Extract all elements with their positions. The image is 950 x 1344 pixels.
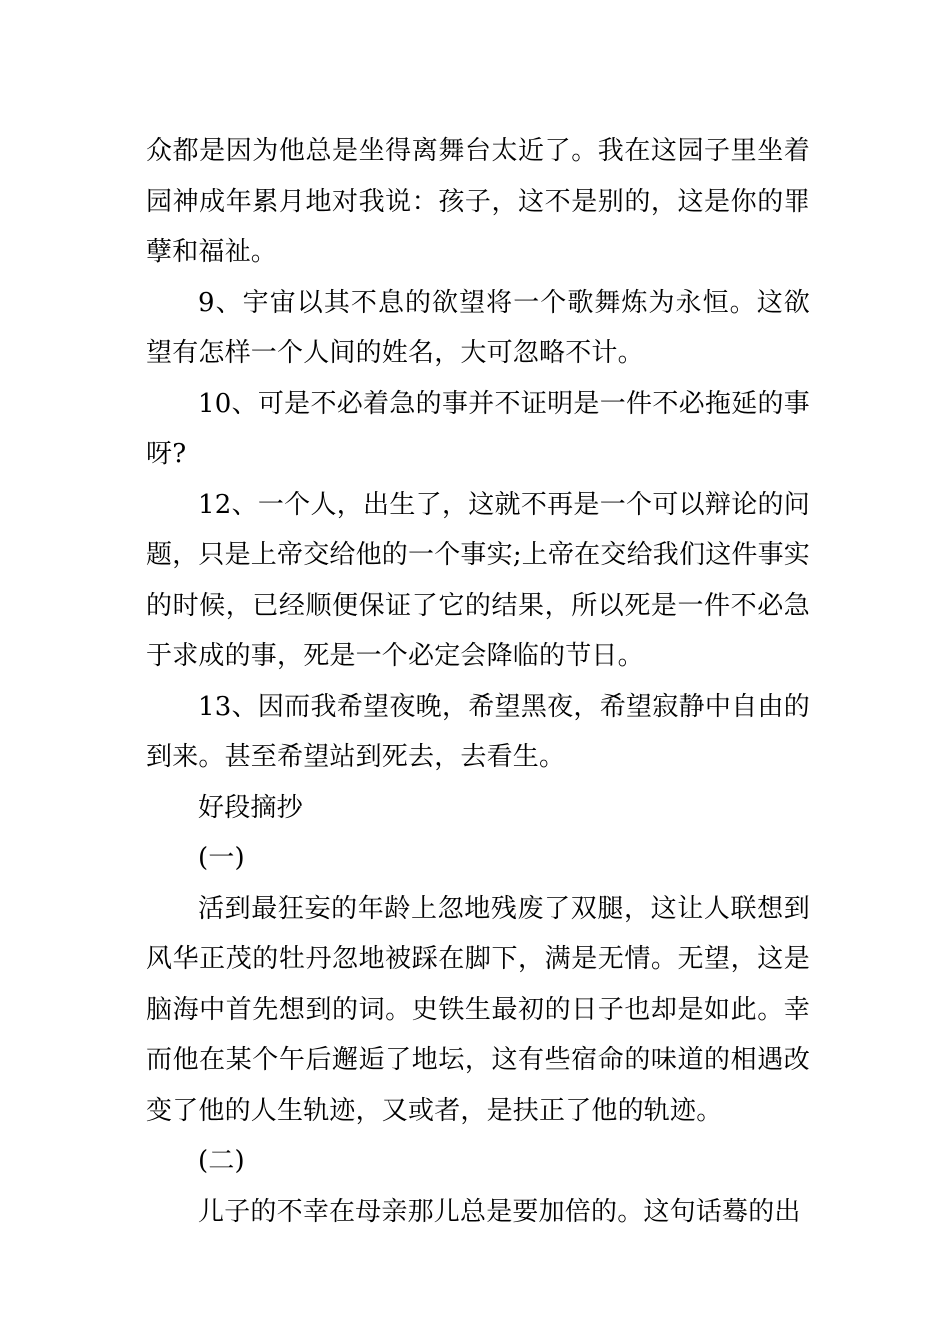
- paragraph-quote-9: 9、宇宙以其不息的欲望将一个歌舞炼为永恒。这欲望有怎样一个人间的姓名，大可忽略不计。: [146, 287, 810, 368]
- paragraph-quote-12: 12、一个人，出生了，这就不再是一个可以辩论的问题，只是上帝交给他的一个事实;上帝在交给我们这件事实的时候，已经顺便保证了它的结果，所以死是一件不必急于求成的事，死是一个必定会降临的节日。: [146, 489, 810, 671]
- paragraph-excerpt-1: 活到最狂妄的年龄上忽地残废了双腿，这让人联想到风华正茂的牡丹忽地被踩在脚下，满是无情。无望，这是脑海中首先想到的词。史铁生最初的日子也却是如此。幸而他在某个午后邂逅了地坛，这有些宿命的味道的相遇改变了他的人生轨迹，又或者，是扶正了他的轨迹。: [146, 893, 810, 1126]
- document-body: [146, 126, 810, 1237]
- paragraph-excerpt-2: 儿子的不幸在母亲那儿总是要加倍的。这句话蓦的出: [198, 1196, 801, 1227]
- paragraph-quote-10: 10、可是不必着急的事并不证明是一件不必拖延的事呀?: [146, 388, 810, 469]
- subsection-label-1: (一): [198, 843, 245, 873]
- subsection-label-2: (二): [198, 1146, 245, 1176]
- paragraph-continuation: 众都是因为他总是坐得离舞台太近了。我在这园子里坐着园神成年累月地对我说：孩子，这不是别的，这是你的罪孽和福祉。: [146, 136, 810, 267]
- paragraph-quote-13: 13、因而我希望夜晚，希望黑夜，希望寂静中自由的到来。甚至希望站到死去，去看生。: [146, 691, 810, 772]
- section-heading: 好段摘抄: [198, 792, 303, 823]
